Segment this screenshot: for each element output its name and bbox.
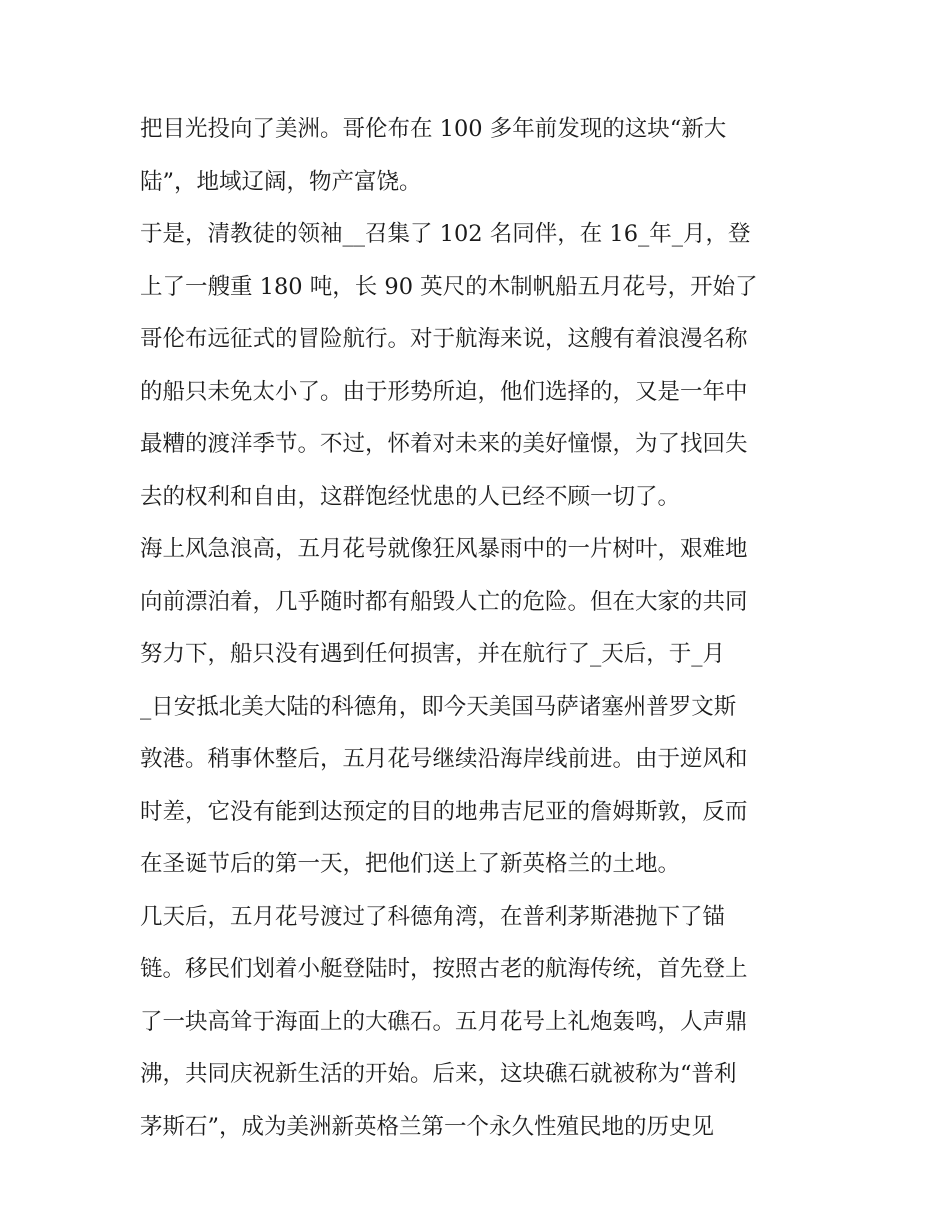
text-line: 向前漂泊着，几乎随时都有船毁人亡的危险。但在大家的共同 [140, 588, 748, 615]
text-line: 的船只未免太小了。由于形势所迫，他们选择的，又是一年中 [140, 378, 748, 405]
document-body [140, 103, 816, 1153]
text-line: 去的权利和自由，这群饱经忧患的人已经不顾一切了。 [140, 483, 681, 510]
text-line: 哥伦布远征式的冒险航行。对于航海来说，这艘有着浪漫名称 [140, 326, 748, 352]
text-line: 几天后，五月花号渡过了科德角湾，在普利茅斯港抛下了锚 [140, 903, 726, 930]
text-line: 努力下，船只没有遇到任何损害，并在航行了_天后，于_月 [140, 641, 726, 667]
text-line: 最糟的渡洋季节。不过，怀着对未来的美好憧憬，为了找回失 [140, 431, 748, 457]
text-line: 在圣诞节后的第一天，把他们送上了新英格兰的土地。 [140, 851, 681, 877]
text-line: _日安抵北美大陆的科德角，即今天美国马萨诸塞州普罗文斯 [140, 693, 737, 720]
text-line: 茅斯石”，成为美洲新英格兰第一个永久性殖民地的历史见 [140, 1113, 715, 1140]
text-line: 了一块高耸于海面上的大礁石。五月花号上礼炮轰鸣，人声鼎 [140, 1008, 748, 1035]
text-line: 海上风急浪高，五月花号就像狂风暴雨中的一片树叶，艰难地 [140, 536, 748, 562]
text-line: 链。移民们划着小艇登陆时，按照古老的航海传统，首先登上 [140, 956, 748, 982]
text-line: 于是，清教徒的领袖__召集了 102 名同伴，在 16_年_月，登 [140, 221, 751, 247]
text-line: 敦港。稍事休整后，五月花号继续沿海岸线前进。由于逆风和 [140, 746, 748, 772]
text-line: 上了一艘重 180 吨，长 90 英尺的木制帆船五月花号，开始了 [140, 273, 758, 300]
text-line: 沸，共同庆祝新生活的开始。后来，这块礁石就被称为“普利 [140, 1061, 737, 1087]
text-line: 把目光投向了美洲。哥伦布在 100 多年前发现的这块“新大 [140, 116, 727, 142]
text-line: 陆”，地域辽阔，物产富饶。 [140, 168, 422, 195]
text-line: 时差，它没有能到达预定的目的地弗吉尼亚的詹姆斯敦，反而 [140, 798, 748, 825]
